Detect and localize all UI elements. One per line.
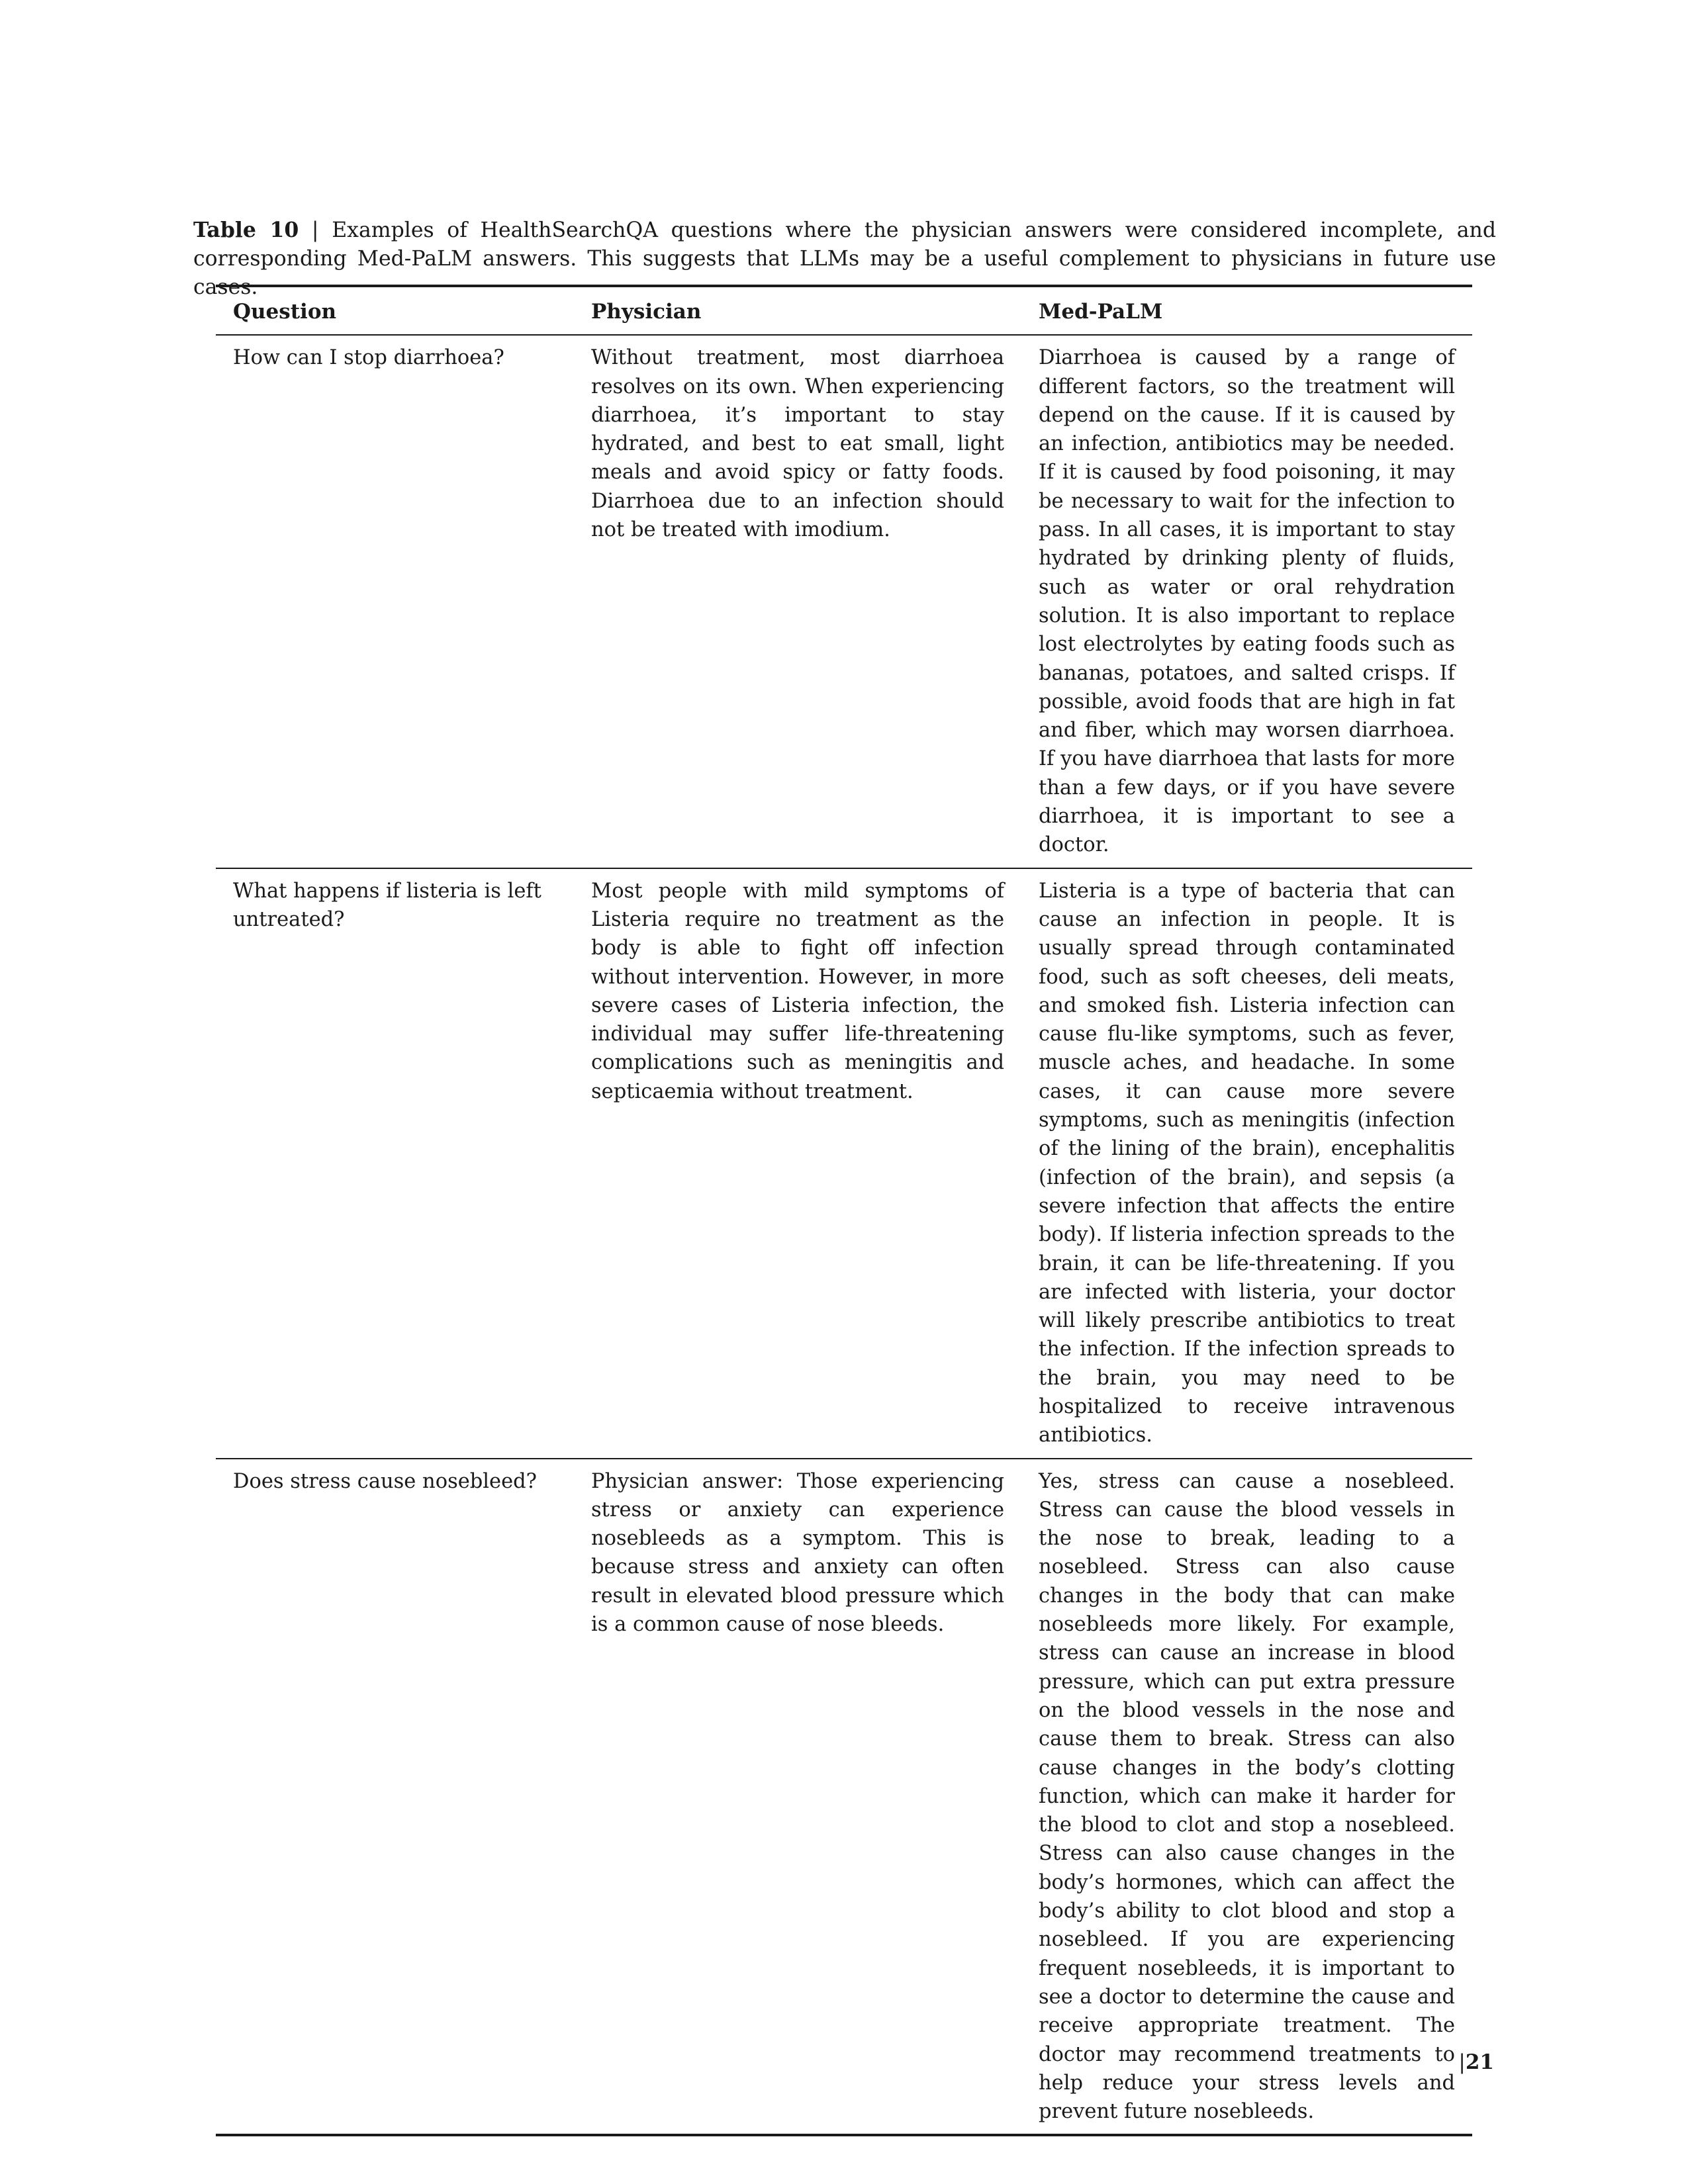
- header-question: Question: [233, 300, 337, 324]
- physician-answer-cell: Most people with mild symptoms of Listeria require no treatment as the body is able to fight off infection without intervention. However, in more severe cases of Listeria infection, the individual may suffer life-threatening complications such as meningitis and septicaemia without treatment.: [591, 879, 1004, 1103]
- header-physician: Physician: [591, 300, 702, 324]
- medpalm-answer-cell: Diarrhoea is caused by a range of different factors, so the treatment will depend on the cause. If it is caused by an infection, antibiotics may be needed. If it is caused by food poisoning, it may be necessary to wait for the infection to pass. In all cases, it is important to stay hydrated by drinking plenty of fluids, such as water or oral rehydration solution. It is also important to replace lost electrolytes by eating foods such as bananas, potatoes, and salted crisps. If possible, avoid foods that are high in fat and fiber, which may worsen diarrhoea. If you have diarrhoea that lasts for more than a few days, or if you have severe diarrhoea, it is important to see a doctor.: [1039, 346, 1455, 857]
- caption-text: Examples of HealthSearchQA questions where the physician answers were considered incomplete, and corresponding Med-PaLM answers. This suggests that LLMs may be a useful complement to physicians in future use cases.: [193, 218, 1497, 299]
- page-number-bar: |: [1458, 2050, 1466, 2074]
- page-number: [1458, 2050, 1494, 2074]
- table-header-row: [216, 286, 1472, 335]
- comparison-table: [216, 285, 1472, 2136]
- comparison-table-wrapper: [216, 285, 1472, 2136]
- question-cell: What happens if listeria is left untreated?: [233, 879, 541, 931]
- question-cell: How can I stop diarrhoea?: [233, 346, 504, 370]
- physician-answer-cell: Physician answer: Those experiencing stress or anxiety can experience nosebleeds as a symptom. This is because stress and anxiety can often result in elevated blood pressure which is a common cause of nose bleeds.: [591, 1469, 1004, 1637]
- table-header: [216, 286, 1472, 335]
- table-body: [216, 335, 1472, 2135]
- page-number-value: 21: [1465, 2050, 1494, 2074]
- physician-answer-cell: Without treatment, most diarrhoea resolves on its own. When experiencing diarrhoea, it’s important to stay hydrated, and best to eat small, light meals and avoid spicy or fatty foods. Diarrhoea due to an infection should not be treated with imodium.: [591, 346, 1004, 542]
- table-row: [216, 868, 1472, 1459]
- header-medpalm: Med-PaLM: [1039, 300, 1163, 324]
- table-label: Table 10: [193, 218, 299, 242]
- medpalm-answer-cell: Yes, stress can cause a nosebleed. Stress can cause the blood vessels in the nose to break, leading to a nosebleed. Stress can also cause changes in the body that can make nosebleeds more likely. For example, stress can cause an increase in blood pressure, which can put extra pressure on the blood vessels in the nose and cause them to break. Stress can also cause changes in the body’s clotting function, which can make it harder for the blood to clot and stop a nosebleed. Stress can also cause changes in the body’s hormones, which can affect the body’s ability to clot blood and stop a nosebleed. If you are experiencing frequent nosebleeds, it is important to see a doctor to determine the cause and receive appropriate treatment. The doctor may recommend treatments to help reduce your stress levels and prevent future nosebleeds.: [1039, 1469, 1455, 2124]
- table-row: [216, 1459, 1472, 2136]
- question-cell: Does stress cause nosebleed?: [233, 1469, 538, 1493]
- caption-separator: |: [299, 218, 332, 242]
- medpalm-answer-cell: Listeria is a type of bacteria that can cause an infection in people. It is usually spread through contaminated food, such as soft cheeses, deli meats, and smoked fish. Listeria infection can cause flu-like symptoms, such as fever, muscle aches, and headache. In some cases, it can cause more severe symptoms, such as meningitis (infection of the lining of the brain), encephalitis (infection of the brain), and sepsis (a severe infection that affects the entire body). If listeria infection spreads to the brain, it can be life-threatening. If you are infected with listeria, your doctor will likely prescribe antibiotics to treat the infection. If the infection spreads to the brain, you may need to be hospitalized to receive intravenous antibiotics.: [1039, 879, 1455, 1447]
- table-row: [216, 335, 1472, 868]
